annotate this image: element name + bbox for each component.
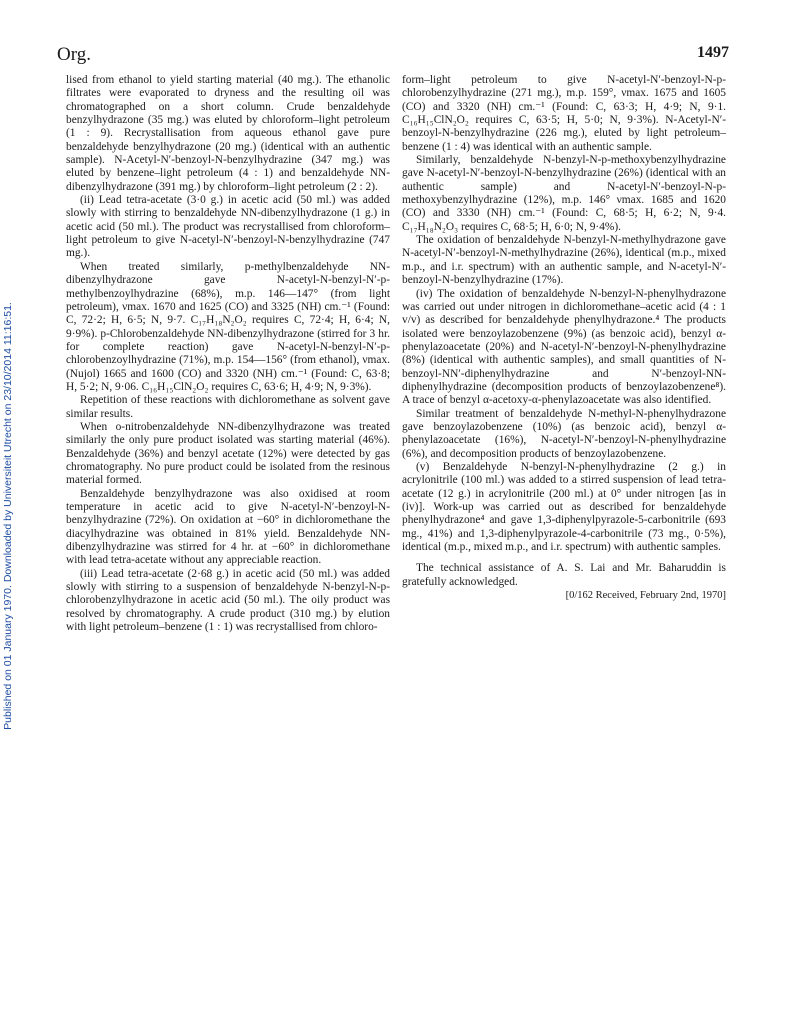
paragraph: Repetition of these reactions with dichloromethane as solvent gave similar results. (66, 394, 390, 420)
received-date: [0/162 Received, February 2nd, 1970] (565, 590, 726, 602)
paragraph: (iii) Lead tetra-acetate (2·68 g.) in acetic acid (50 ml.) was added slowly with stirring to a suspension of benzaldehyde N-benzyl-N-p-chlorobenzylhydrazone in acetic acid (50 ml.). The oily product was resolved by chromatography. A crude product (310 mg.) by elution with light petroleum–benzene (1 : 1) was recrystallised from chloro- (66, 567, 390, 634)
page-number: 1497 (697, 44, 729, 61)
publication-sidebar (0, 0, 16, 1032)
paragraph: (ii) Lead tetra-acetate (3·0 g.) in acetic acid (50 ml.) was added slowly with stirring to benzaldehyde NN-dibenzylhydrazone (1 g.) in acetic acid (50 ml.). The product was recrystallised from chloroform–light petroleum to give N-acetyl-N′-benzoyl-N-benzylhydrazine (747 mg.). (66, 194, 390, 260)
journal-section-label: Org. (57, 44, 91, 65)
acknowledgement: The technical assistance of A. S. Lai and Mr. Baharuddin is gratefully acknowledged. (402, 562, 726, 588)
paragraph: When treated similarly, p-methylbenzaldehyde NN-dibenzylhydrazone gave N-acetyl-N-benzyl-N′-p-methylbenzoylhydrazine (68%), m.p. 146—147° (from light petroleum), νmax. 1670 and 1625 (CO) and 3325 (NH) cm.⁻¹ (Found: C, 72·2; H, 6·5; N, 9·7. C₁₇H₁₈N₂O₂ requires C, 72·4; H, 6·4; N, 9·9%). p-Chlorobenzaldehyde NN-dibenzylhydrazone (stirred for 3 hr. for complete reaction) gave N-acetyl-N-benzyl-N′-p-chlorobenzoylhydrazine (71%), m.p. 154—156° (from ethanol), νmax. (Nujol) 1665 and 1600 (CO) and 3320 (NH) cm.⁻¹ (Found: C, 63·8; H, 5·2; N, 9·06. C₁₆H₁₅ClN₂O₂ requires C, 63·6; H, 4·9; N, 9·3%). (66, 260, 390, 393)
paragraph: Similarly, benzaldehyde N-benzyl-N-p-methoxybenzylhydrazine gave N-acetyl-N′-benzoyl-N-benzylhydrazine (26%) (identical with an authentic sample) and N-acetyl-N′-benzoyl-N-p-methoxybenzylhydrazine (12%), m.p. 146° νmax. 1685 and 1620 (CO) and 3330 (NH) cm.⁻¹ (Found: C, 68·5; H, 6·2; N, 9·4. C₁₇H₁₈N₂O₃ requires C, 68·5; H, 6·0; N, 9·4%). (402, 154, 726, 233)
paragraph: (iv) The oxidation of benzaldehyde N-benzyl-N-phenylhydrazone was carried out under nitrogen in dichloromethane–acetic acid (4 : 1 v/v) as described for benzaldehyde phenylhydrazone.⁴ The products isolated were benzoylazobenzene (9%) (as benzoic acid), benzyl α-phenylazoacetate (20%) and N-acetyl-N′-benzoyl-N-phenylhydrazine (8%) (identical with authentic samples), and small quantities of N-benzoyl-NN′-diphenylhydrazine and N′-benzoyl-NN-diphenylhydrazine (decomposition products of benzoylazobenzene⁸). A trace of benzyl α-acetoxy-α-phenylazoacetate was also identified. (402, 287, 726, 407)
paragraph: lised from ethanol to yield starting material (40 mg.). The ethanolic filtrates were evaporated to dryness and the resulting oil was chromatographed on a short column. Crude benzaldehyde benzylhydrazone (35 mg.) was eluted by chloroform–light petroleum (1 : 9). Recrystallisation from aqueous ethanol gave pure benzaldehyde benzylhydrazone (20 mg.) (identical with an authentic sample). N-Acetyl-N′-benzoyl-N-benzylhydrazine (347 mg.) was eluted by benzene–light petroleum (4 : 1) and benzaldehyde NN-dibenzylhydrazone (391 mg.) by chloroform–light petroleum (2 : 2). (66, 74, 390, 193)
paragraph: Similar treatment of benzaldehyde N-methyl-N-phenylhydrazone gave benzoylazobenzene (10%) (as benzoic acid), benzyl α-phenylazoacetate (16%), N-acetyl-N′-benzoyl-N-phenylhydrazine (6%), and decomposition products of benzoylazobenzene. (402, 407, 726, 460)
paragraph: The oxidation of benzaldehyde N-benzyl-N-methylhydrazone gave N-acetyl-N′-benzoyl-N-methylhydrazine (26%), identical (m.p., mixed m.p., and i.r. spectrum) with an authentic sample, and N-acetyl-N′-benzoyl-N-benzylhydrazine (17%). (402, 234, 726, 287)
publication-note[interactable]: Published on 01 January 1970. Downloaded by Universiteit Utrecht on 23/10/2014 11:16:51. (2, 302, 14, 730)
paragraph: Benzaldehyde benzylhydrazone was also oxidised at room temperature in acetic acid to give N-acetyl-N′-benzoyl-N-benzylhydrazine (72%). On oxidation at −60° in dichloromethane the diacylhydrazine was obtained in 81% yield. Benzaldehyde NN-dibenzylhydrazine was stirred for 4 hr. at −60° in dichloromethane with lead tetra-acetate without any appreciable reaction. (66, 487, 390, 567)
paragraph: form–light petroleum to give N-acetyl-N′-benzoyl-N-p-chlorobenzylhydrazine (271 mg.), m.p. 159°, νmax. 1675 and 1605 (CO) and 3320 (NH) cm.⁻¹ (Found: C, 63·3; H, 4·9; N, 9·1. C₁₆H₁₅ClN₂O₂ requires C, 63·5; H, 5·0; N, 9·3%). N-Acetyl-N′-benzoyl-N-benzylhydrazine (226 mg.), eluted by light petroleum–benzene (1 : 4) was identical with an authentic sample. (402, 74, 726, 153)
paragraph: (v) Benzaldehyde N-benzyl-N-phenylhydrazine (2 g.) in acrylonitrile (100 ml.) was added to a stirred suspension of lead tetra-acetate (12 g.) in acrylonitrile (200 ml.) at 0° under nitrogen [as in (iv)]. Work-up was carried out as described for benzaldehyde phenylhydrazone⁴ and gave 1,3-diphenylpyrazole-5-carbonitrile (693 mg., 41%) and 1,3-diphenylpyrazole-4-carbonitrile (73 mg., 0·5%), identical (m.p., mixed m.p., and i.r. spectrum) with authentic samples. (402, 460, 726, 554)
right-column (402, 74, 726, 602)
left-column (66, 74, 390, 634)
paragraph: When o-nitrobenzaldehyde NN-dibenzylhydrazone was treated similarly the only pure product isolated was starting material (46%). Benzaldehyde (36%) and benzyl acetate (12%) were detected by gas chromatography. No pure product could be isolated from the resinous material formed. (66, 420, 390, 487)
